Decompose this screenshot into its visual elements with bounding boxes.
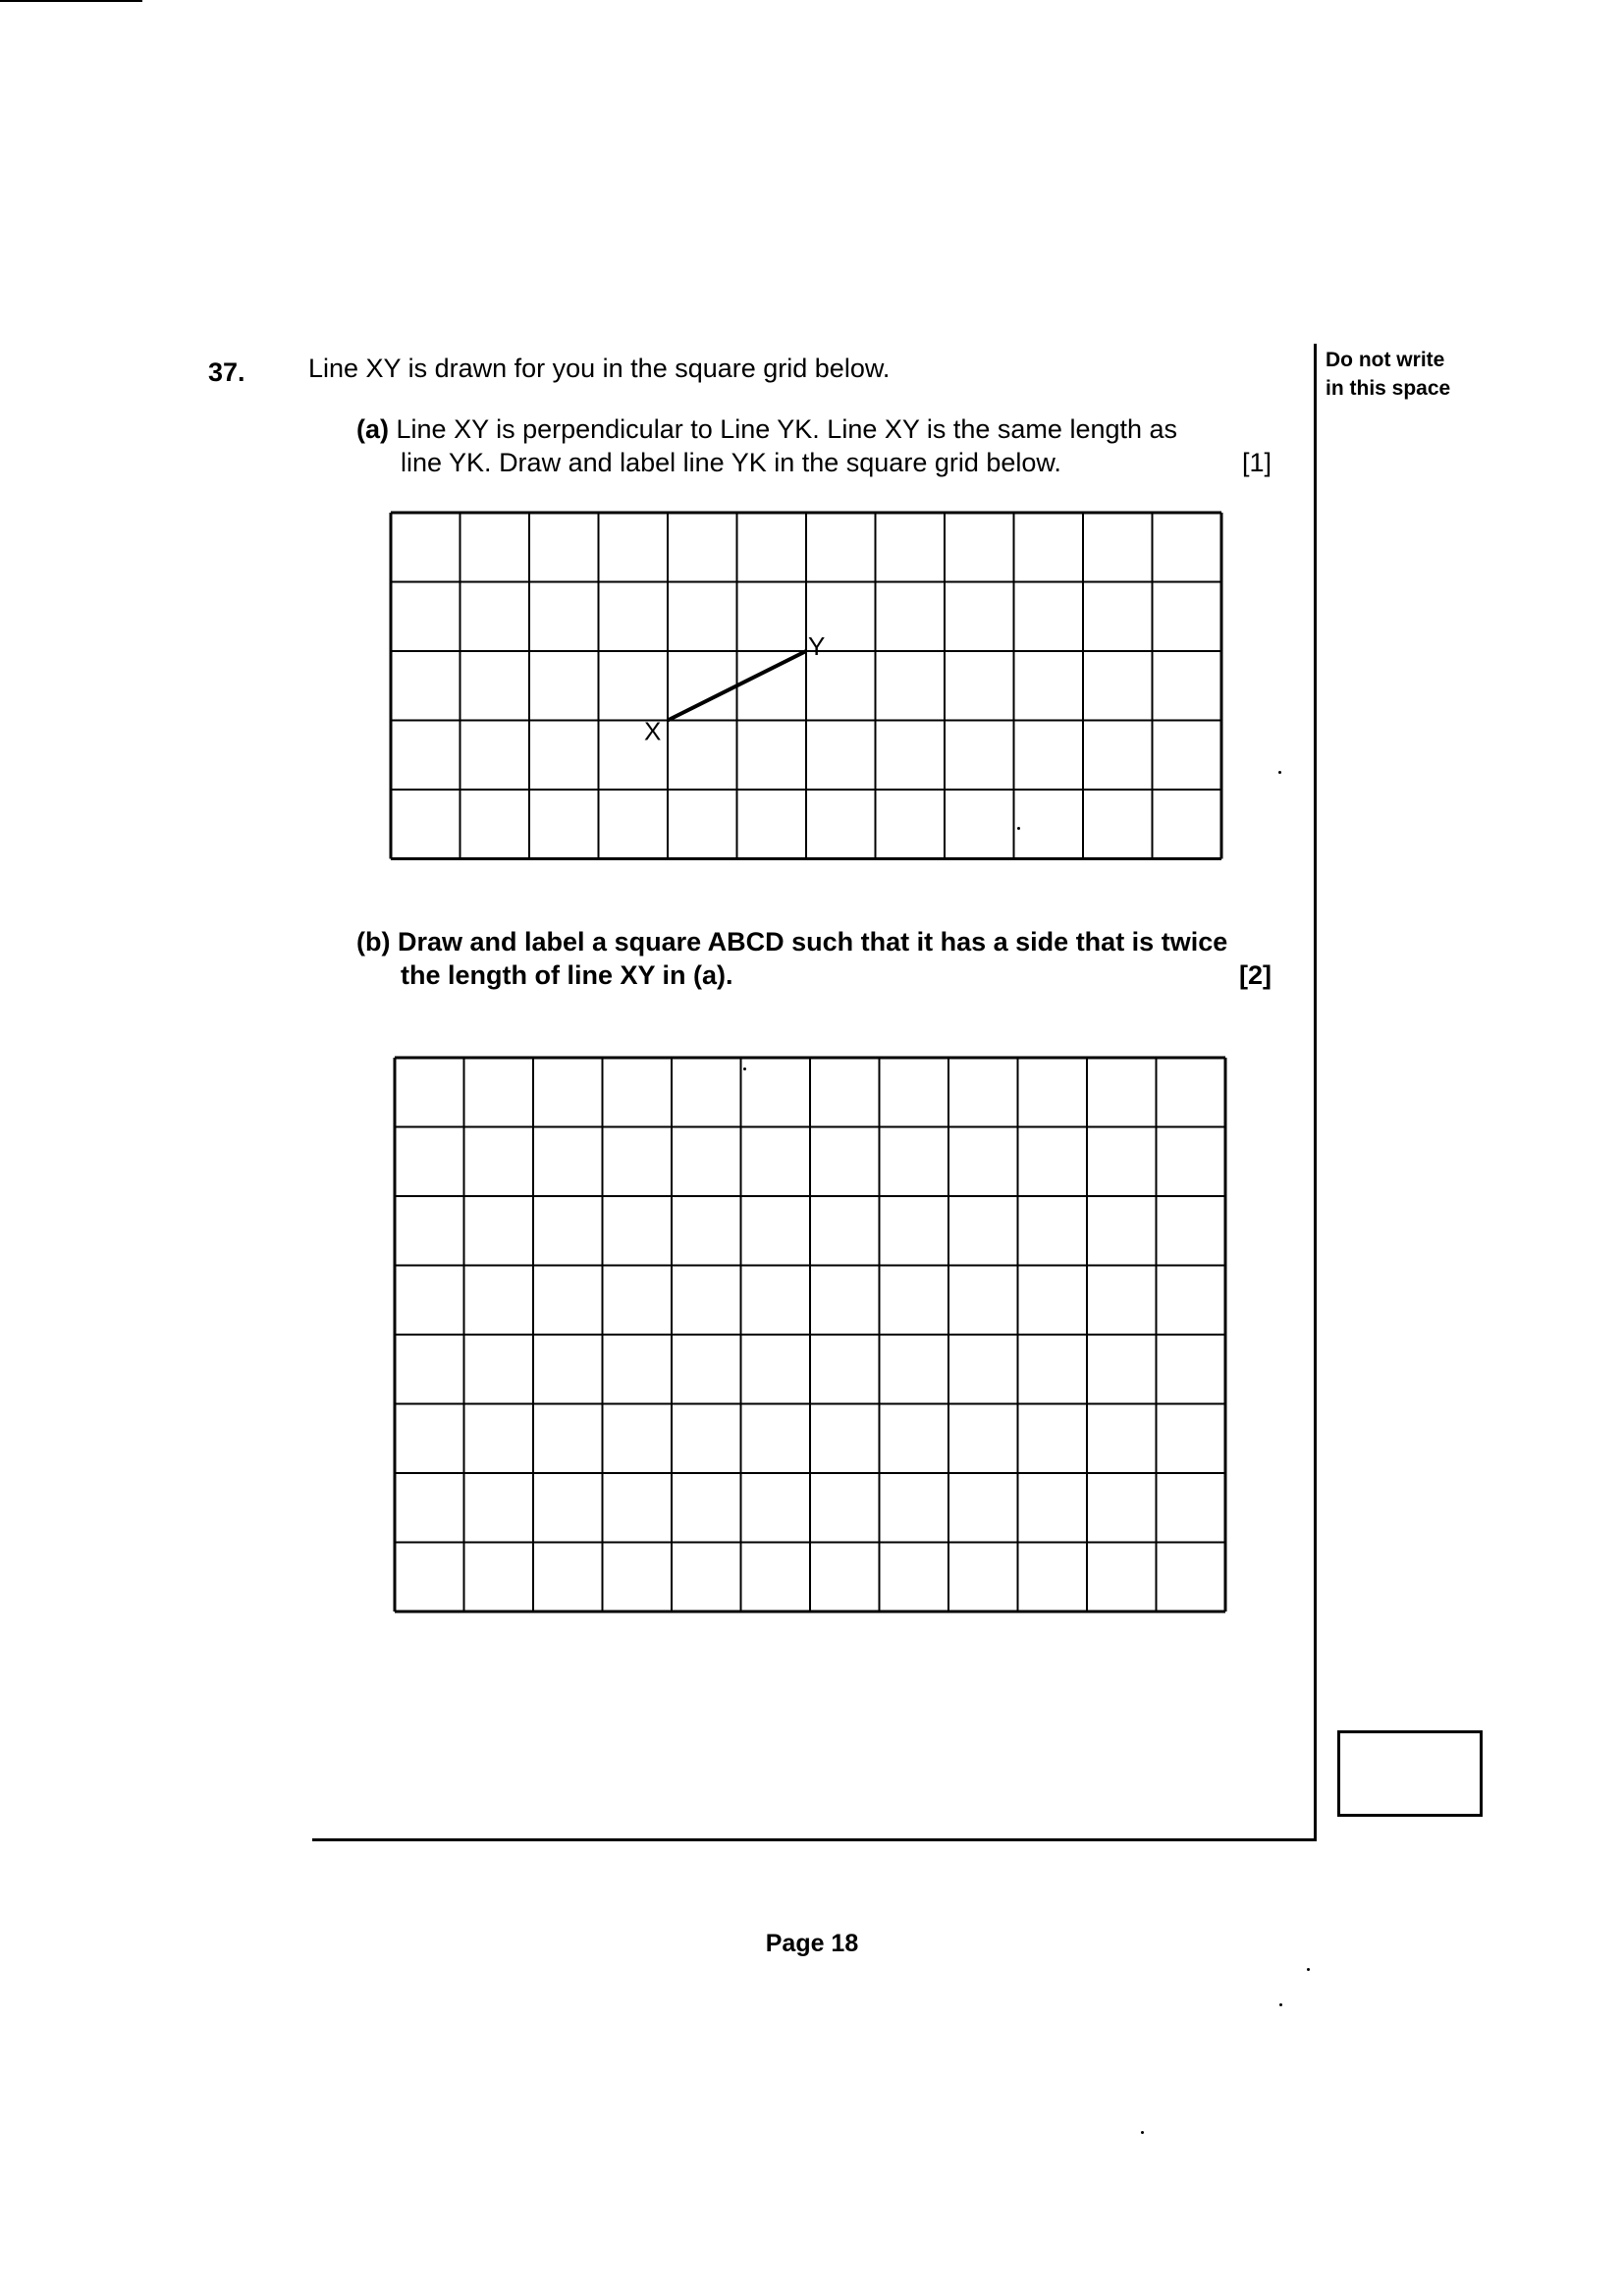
examiner-score-box[interactable]: [1337, 1730, 1483, 1817]
grid-a-lines: [391, 513, 1221, 859]
scan-speck: [743, 1067, 746, 1070]
scan-speck: [1017, 827, 1020, 830]
scan-speck: [1279, 2003, 1282, 2006]
part-b-text: [356, 925, 1272, 992]
question-intro: Line XY is drawn for you in the square grid below.: [308, 354, 891, 383]
part-a-line1: Line XY is perpendicular to Line YK. Line XY is the same length as: [396, 414, 1178, 444]
point-y-label: Y: [808, 631, 826, 661]
part-b-line1: Draw and label a square ABCD such that it has a side that is twice: [398, 927, 1228, 957]
page-number: Page 18: [765, 1930, 859, 1957]
margin-note-line1: Do not write: [1326, 349, 1445, 371]
question-number: 37.: [208, 357, 245, 387]
scan-speck: [1307, 1968, 1310, 1971]
margin-rule: [1314, 344, 1317, 1841]
bottom-rule: [312, 1838, 1317, 1841]
margin-note-line2: in this space: [1326, 377, 1451, 400]
point-x-label: X: [644, 716, 662, 746]
part-a-marks: [1]: [1241, 448, 1272, 477]
grid-b-lines: [395, 1058, 1225, 1612]
part-a-label: (a): [356, 414, 389, 444]
part-b-marks: [2]: [1239, 960, 1272, 990]
scan-speck: [1278, 771, 1281, 774]
part-b-line2: the length of line XY in (a).: [401, 960, 733, 990]
part-a-line2: line YK. Draw and label line YK in the square grid below.: [401, 448, 1061, 477]
scan-speck: [1141, 2131, 1144, 2134]
square-grid-a[interactable]: [389, 511, 1223, 864]
part-b-label: (b): [356, 927, 391, 957]
square-grid-b[interactable]: [393, 1056, 1229, 1615]
margin-note: [1326, 346, 1450, 403]
top-edge-line: [0, 0, 142, 2]
part-a-text: [356, 412, 1272, 479]
